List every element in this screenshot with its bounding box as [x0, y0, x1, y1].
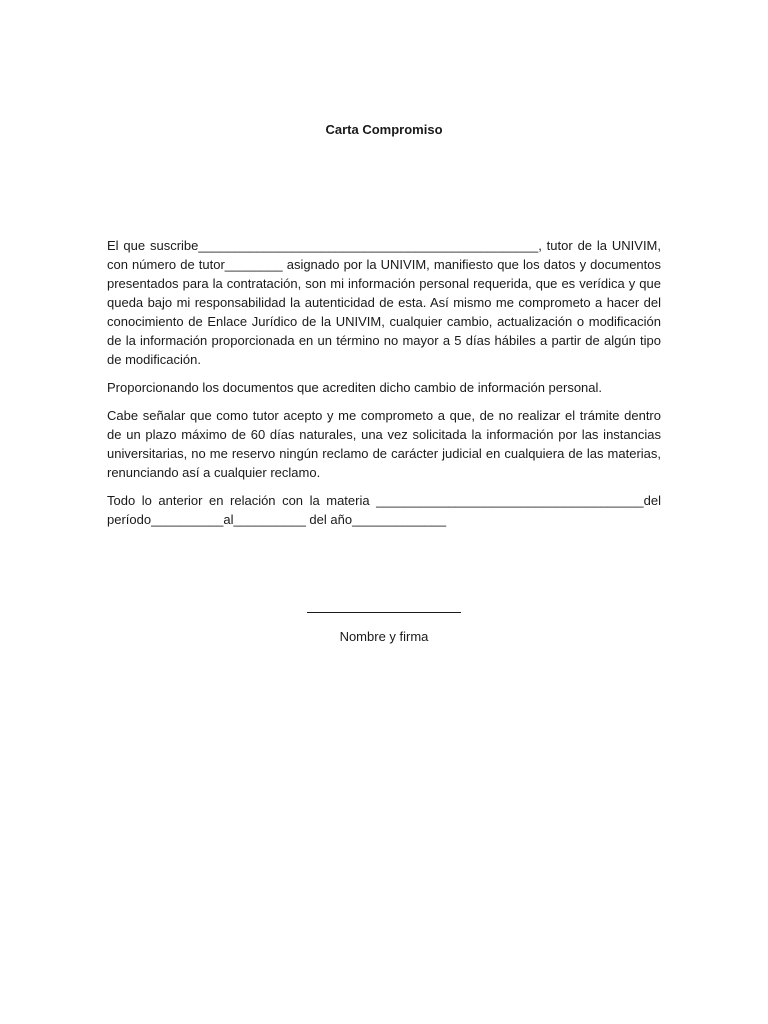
paragraph-subject-period: Todo lo anterior en relación con la materia _____________________________________del período__________al__________ del año_____________ — [107, 493, 661, 527]
document-title: Carta Compromiso — [325, 122, 443, 137]
document-body — [107, 236, 661, 538]
paragraph-documents: Proporcionando los documentos que acrediten dicho cambio de información personal. — [107, 380, 603, 395]
signature-line — [307, 612, 461, 613]
paragraph-commitment: Cabe señalar que como tutor acepto y me comprometo a que, de no realizar el trámite dentro de un plazo máximo de 60 días naturales, una vez solicitada la información por las instancias universitarias, no me reservo ningún reclamo de carácter judicial en cualquiera de las materias, renunciando así a cualquier reclamo. — [107, 408, 661, 480]
signature-label: Nombre y firma — [339, 629, 429, 644]
paragraph-declaration: El que suscribe_______________________________________________, tutor de la UNIVIM, con número de tutor________ asignado por la UNIVIM, manifiesto que los datos y documentos presentados para la contratación, son mi información personal requerida, que es verídica y que queda bajo mi responsabilidad la autenticidad de esta. Así mismo me comprometo a hacer del conocimiento de Enlace Jurídico de la UNIVIM, cualquier cambio, actualización o modificación de la información proporcionada en un término no mayor a 5 días hábiles a partir de algún tipo de modificación. — [107, 238, 661, 367]
